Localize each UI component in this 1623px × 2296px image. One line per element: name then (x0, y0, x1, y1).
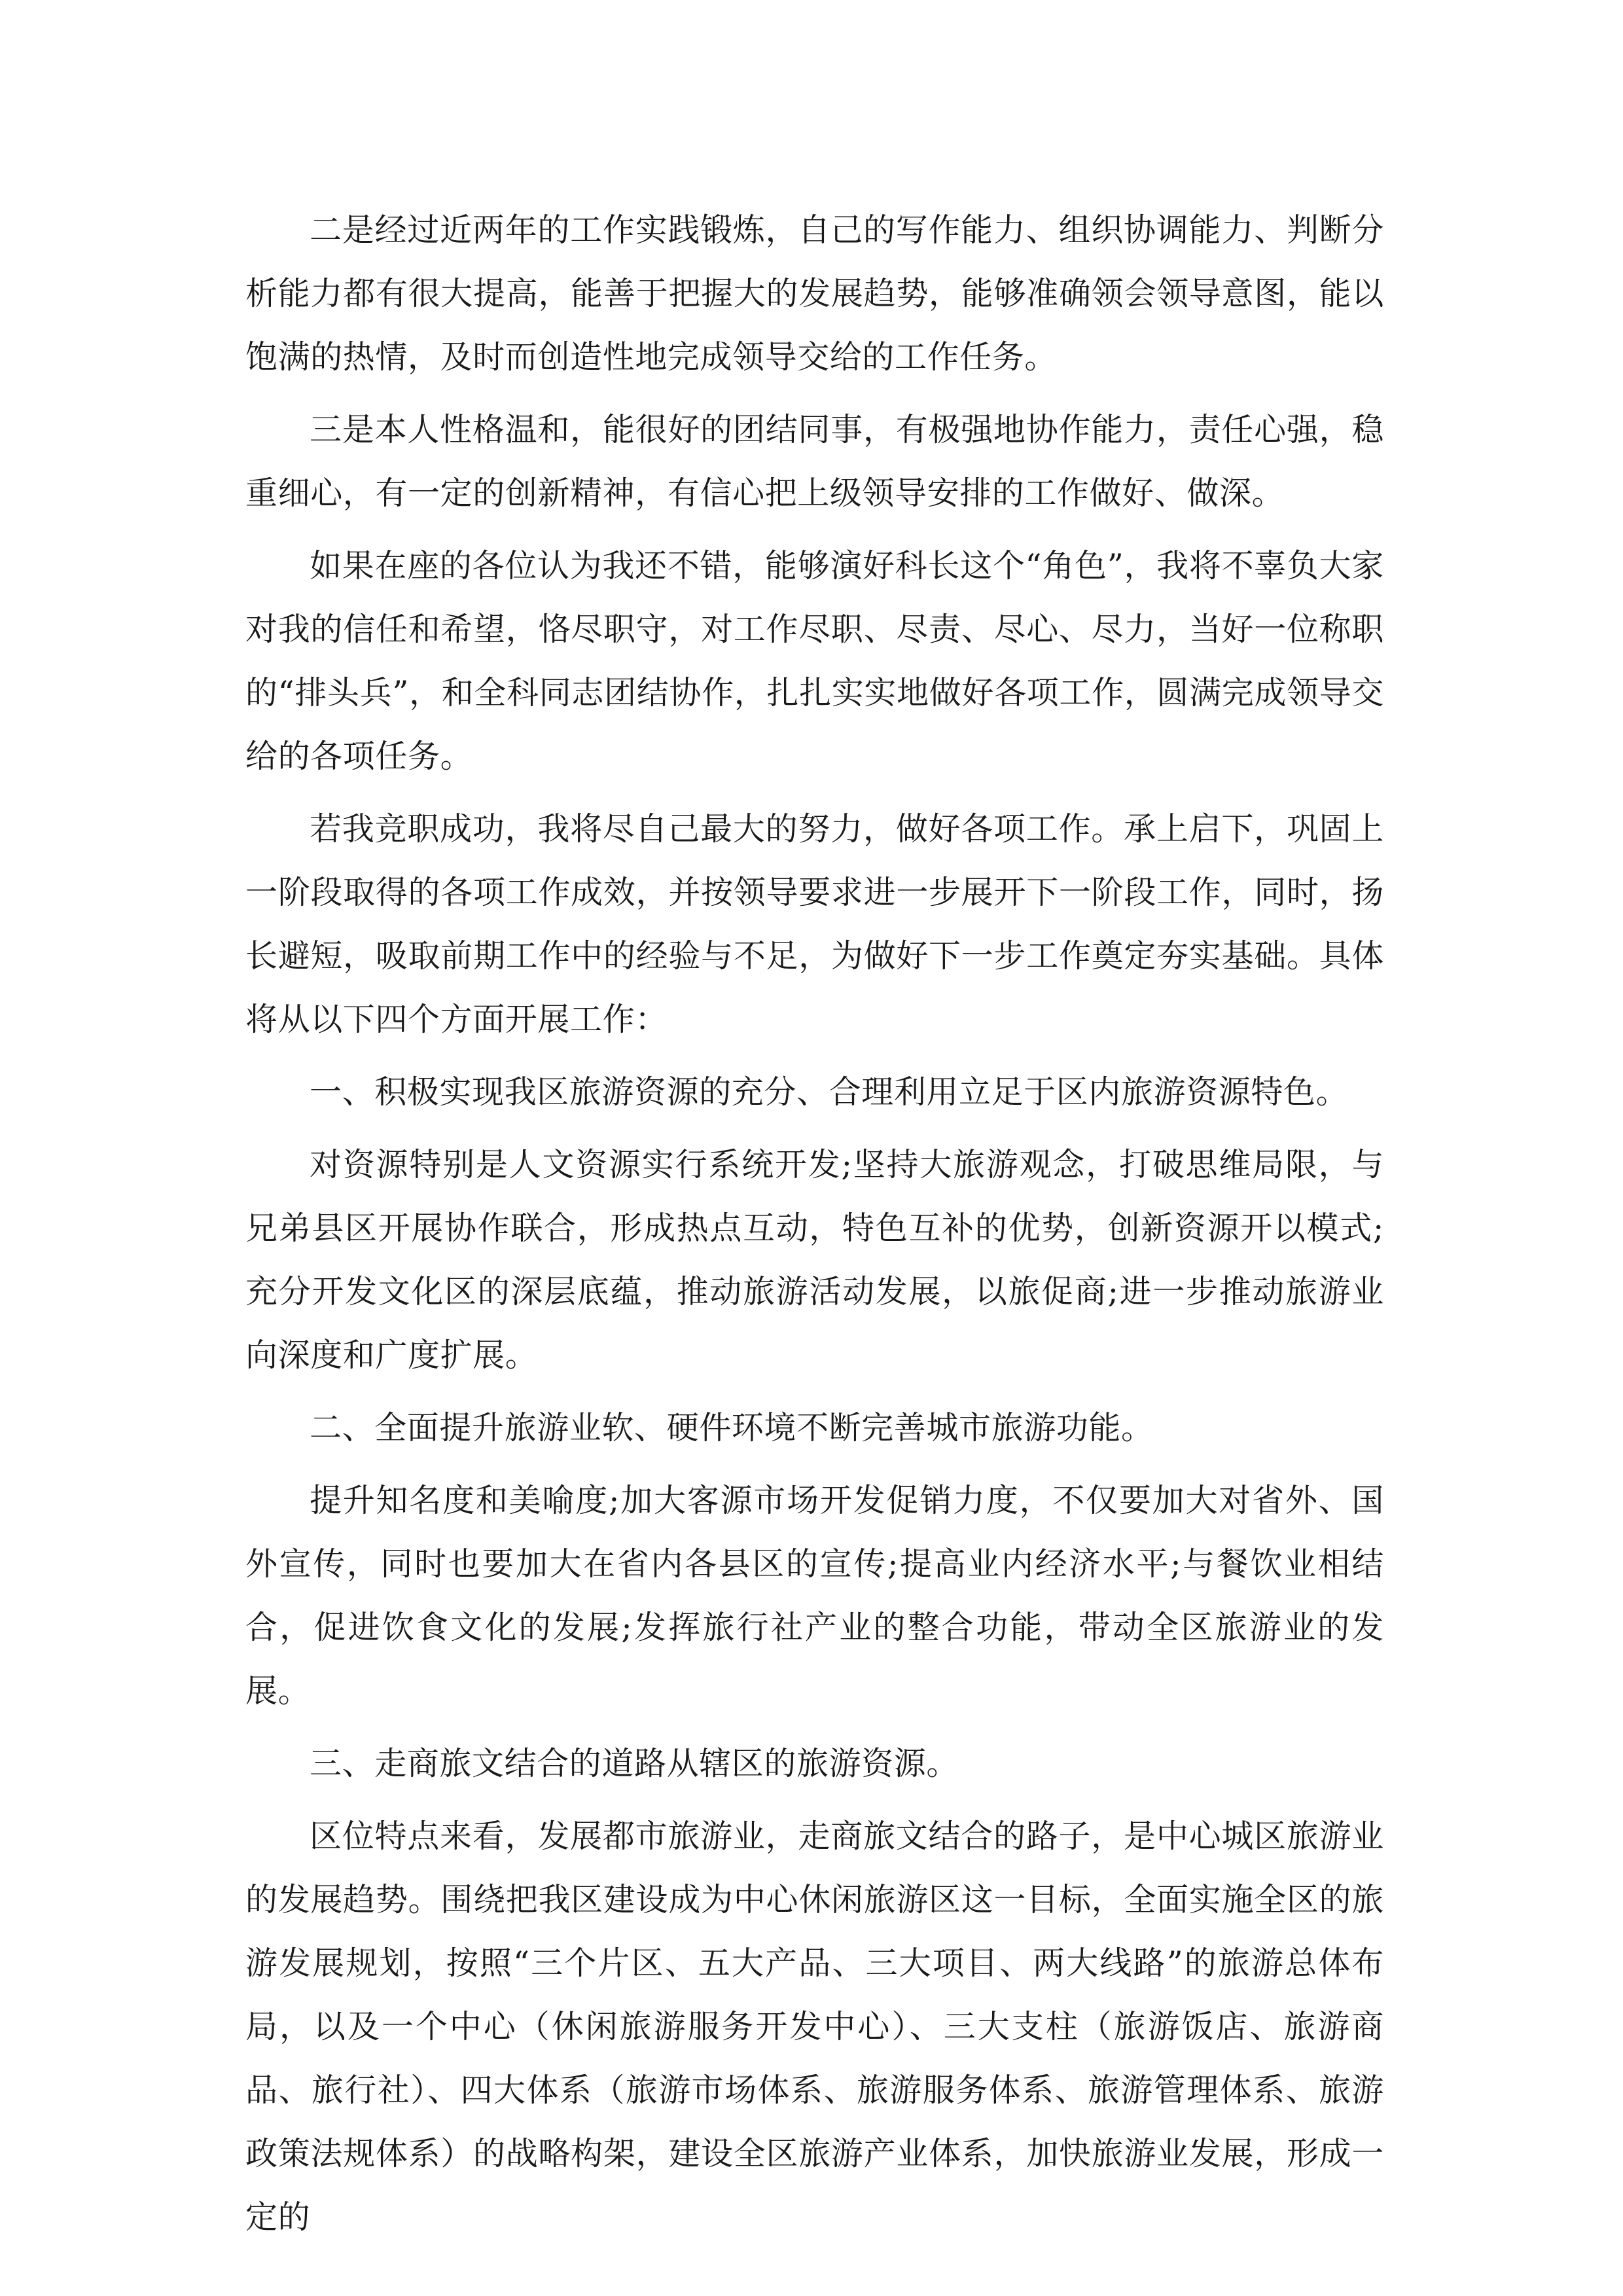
paragraph: 提升知名度和美喻度;加大客源市场开发促销力度，不仅要加大对省外、国外宣传，同时也要加大在省内各县区的宣传;提高业内经济水平;与餐饮业相结合，促进饮食文化的发展;发挥旅行社产业的整合功能，带动全区旅游业的发展。 (245, 1482, 1384, 1710)
paragraph: 三是本人性格温和，能很好的团结同事，有极强地协作能力，责任心强，稳重细心，有一定的创新精神，有信心把上级领导安排的工作做好、做深。 (245, 411, 1384, 512)
paragraph: 区位特点来看，发展都市旅游业，走商旅文结合的路子，是中心城区旅游业的发展趋势。围绕把我区建设成为中心休闲旅游区这一目标，全面实施全区的旅游发展规划，按照“三个片区、五大产品、三大项目、两大线路”的旅游总体布局，以及一个中心（休闲旅游服务开发中心）、三大支柱（旅游饭店、旅游商品、旅行社）、四大体系（旅游市场体系、旅游服务体系、旅游管理体系、旅游政策法规体系）的战略构架，建设全区旅游产业体系，加快旅游业发展，形成一定的 (245, 1818, 1384, 2236)
document-body (245, 198, 1384, 2258)
section-heading: 三、走商旅文结合的道路从辖区的旅游资源。 (310, 1745, 959, 1782)
paragraph: 对资源特别是人文资源实行系统开发;坚持大旅游观念，打破思维局限，与兄弟县区开展协作联合，形成热点互动，特色互补的优势，创新资源开以模式;充分开发文化区的深层底蕴，推动旅游活动发展，以旅促商;进一步推动旅游业向深度和广度扩展。 (245, 1146, 1384, 1374)
paragraph: 二是经过近两年的工作实践锻炼，自己的写作能力、组织协调能力、判断分析能力都有很大提高，能善于把握大的发展趋势，能够准确领会领导意图，能以饱满的热情，及时而创造性地完成领导交给的工作任务。 (245, 211, 1384, 376)
section-heading: 二、全面提升旅游业软、硬件环境不断完善城市旅游功能。 (310, 1409, 1154, 1446)
paragraph: 若我竞职成功，我将尽自己最大的努力，做好各项工作。承上启下，巩固上一阶段取得的各项工作成效，并按领导要求进一步展开下一阶段工作，同时，扬长避短，吸取前期工作中的经验与不足，为做好下一步工作奠定夯实基础。具体将从以下四个方面开展工作： (245, 810, 1384, 1038)
section-heading: 一、积极实现我区旅游资源的充分、合理利用立足于区内旅游资源特色。 (310, 1073, 1349, 1111)
paragraph: 如果在座的各位认为我还不错，能够演好科长这个“角色”，我将不辜负大家对我的信任和希望，恪尽职守，对工作尽职、尽责、尽心、尽力，当好一位称职的“排头兵”，和全科同志团结协作，扎扎实实地做好各项工作，圆满完成领导交给的各项任务。 (245, 547, 1384, 775)
